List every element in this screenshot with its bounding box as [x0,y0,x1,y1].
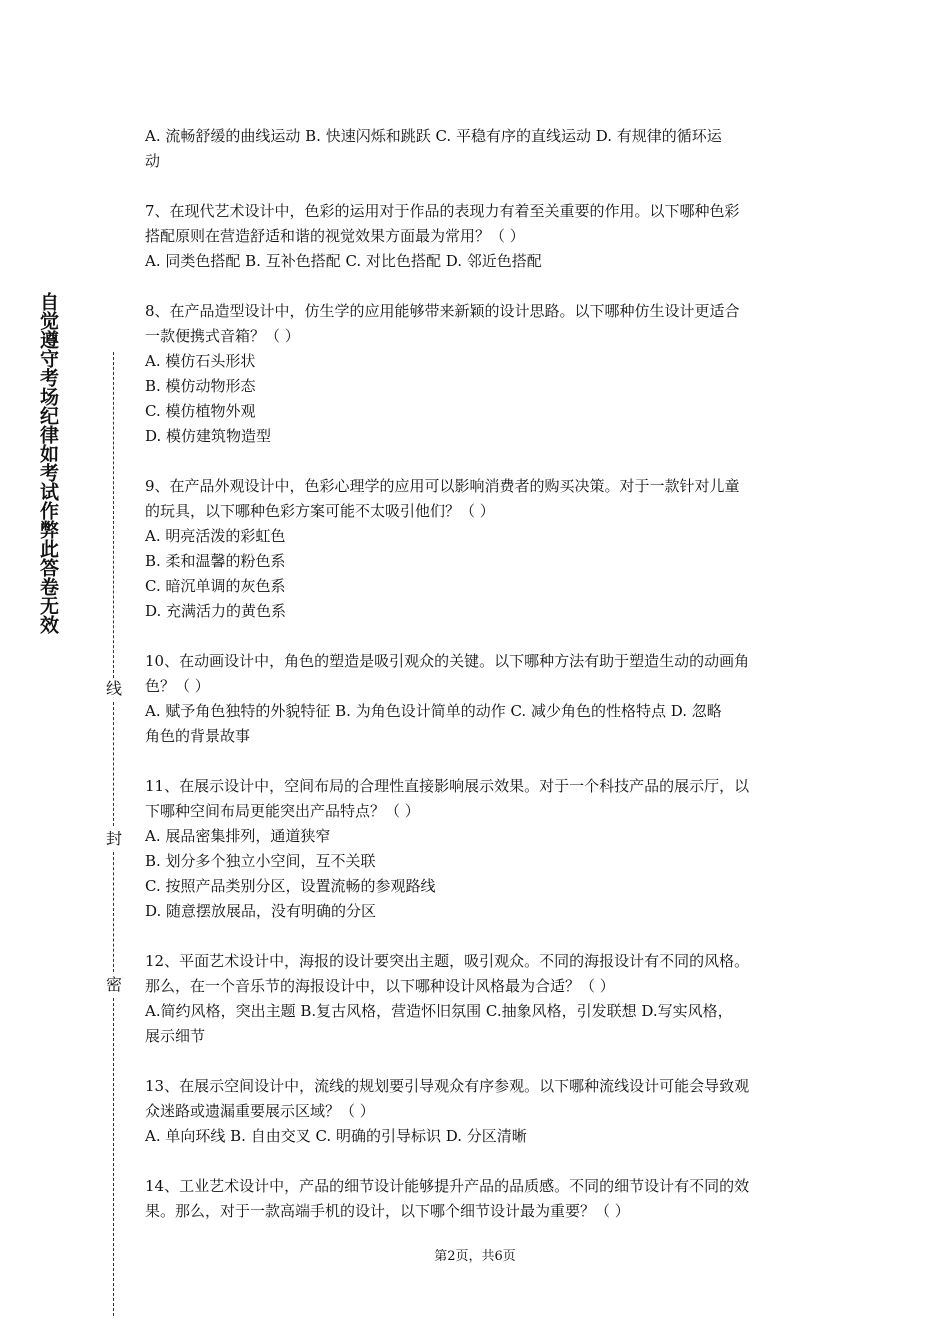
binding-dashed-line [113,702,114,826]
option-c: C. 模仿植物外观 [145,402,256,420]
binding-dashed-line [113,852,114,972]
question-stem: 7、在现代艺术设计中，色彩的运用对于作品的表现力有着至关重要的作用。以下哪种色彩 [145,202,740,220]
option-line: 展示细节 [145,1027,206,1045]
option-b: B. 模仿动物形态 [145,377,256,395]
question-stem: 14、工业艺术设计中，产品的细节设计能够提升产品的品质感。不同的细节设计有不同的效 [145,1177,750,1195]
question-stem: 色？（ ） [145,677,210,695]
exam-discipline-warning: 自觉遵守考场纪律如考试作弊此答卷无效 [37,292,59,634]
question-stem: 10、在动画设计中，角色的塑造是吸引观众的关键。以下哪种方法有助于塑造生动的动画角 [145,652,750,670]
question-stem: 的玩具，以下哪种色彩方案可能不太吸引他们？（ ） [145,502,495,520]
question-stem: 9、在产品外观设计中，色彩心理学的应用可以影响消费者的购买决策。对于一款针对儿童 [145,477,740,495]
seal-mark-feng: 封 [105,829,122,848]
option-line: A. 流畅舒缓的曲线运动 B. 快速闪烁和跳跃 C. 平稳有序的直线运动 D. 有规律的循环运 [145,127,722,145]
option-a: A. 模仿石头形状 [145,352,256,370]
option-line: A.简约风格，突出主题 B.复古风格，营造怀旧氛围 C.抽象风格，引发联想 D.写实风格， [145,1002,733,1020]
question-6-options [145,124,810,174]
question-stem: 那么，在一个音乐节的海报设计中，以下哪种设计风格最为合适？（ ） [145,977,615,995]
option-line: A. 赋予角色独特的外貌特征 B. 为角色设计简单的动作 C. 减少角色的性格特点 D. 忽略 [145,702,722,720]
question-stem: 8、在产品造型设计中，仿生学的应用能够带来新颖的设计思路。以下哪种仿生设计更适合 [145,302,740,320]
option-line: 动 [145,152,161,170]
option-a: A. 展品密集排列，通道狭窄 [145,827,331,845]
page-number-footer: 第2页，共6页 [434,1249,516,1264]
question-stem: 11、在展示设计中，空间布局的合理性直接影响展示效果。对于一个科技产品的展示厅，以 [145,777,750,795]
question-11 [145,774,810,924]
option-d: D. 充满活力的黄色系 [145,602,287,620]
question-14 [145,1174,810,1224]
question-9 [145,474,810,624]
question-stem: 众迷路或遗漏重要展示区域？（ ） [145,1102,375,1120]
question-stem: 搭配原则在营造舒适和谐的视觉效果方面最为常用？（ ） [145,227,525,245]
binding-dashed-line [113,352,114,678]
option-d: D. 随意摆放展品，没有明确的分区 [145,902,377,920]
option-c: C. 暗沉单调的灰色系 [145,577,286,595]
question-13 [145,1074,810,1149]
question-10 [145,649,810,749]
question-stem: 下哪种空间布局更能突出产品特点？（ ） [145,802,420,820]
question-stem: 12、平面艺术设计中，海报的设计要突出主题，吸引观众。不同的海报设计有不同的风格。 [145,952,750,970]
option-line: A. 单向环线 B. 自由交叉 C. 明确的引导标识 D. 分区清晰 [145,1127,527,1145]
option-d: D. 模仿建筑物造型 [145,427,272,445]
question-7 [145,199,810,274]
option-line: 角色的背景故事 [145,727,251,745]
question-stem: 果。那么，对于一款高端手机的设计，以下哪个细节设计最为重要？（ ） [145,1202,630,1220]
option-c: C. 按照产品类别分区，设置流畅的参观路线 [145,877,436,895]
question-12 [145,949,810,1049]
question-8 [145,299,810,449]
option-b: B. 柔和温馨的粉色系 [145,552,286,570]
question-stem: 一款便携式音箱？（ ） [145,327,300,345]
option-b: B. 划分多个独立小空间，互不关联 [145,852,376,870]
question-content [145,124,810,1224]
option-line: A. 同类色搭配 B. 互补色搭配 C. 对比色搭配 D. 邻近色搭配 [145,252,542,270]
seal-mark-xian: 线 [105,679,122,698]
seal-mark-mi: 密 [105,975,122,994]
binding-dashed-line [113,998,114,1316]
question-stem: 13、在展示空间设计中，流线的规划要引导观众有序参观。以下哪种流线设计可能会导致观 [145,1077,750,1095]
option-a: A. 明亮活泼的彩虹色 [145,527,286,545]
